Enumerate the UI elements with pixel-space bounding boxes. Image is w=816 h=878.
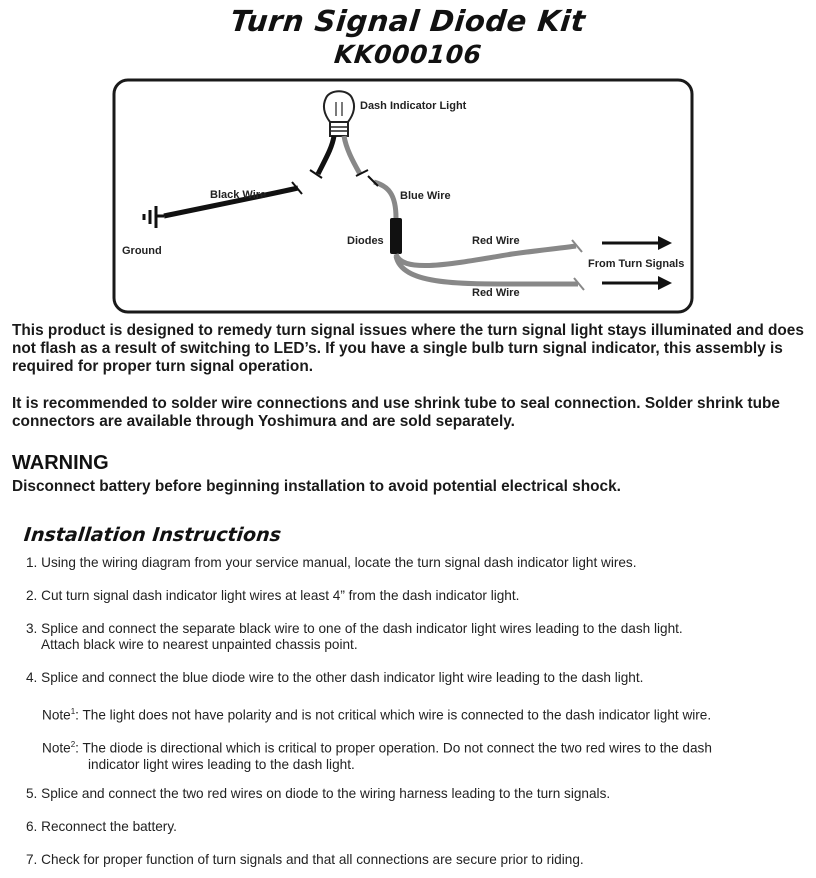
diode bbox=[390, 218, 402, 254]
instruction-step bbox=[26, 621, 806, 653]
step-number: 3. bbox=[26, 621, 38, 636]
note-text: : The light does not have polarity and is not critical which wire is connected to the dash indicator light wire. bbox=[75, 707, 712, 723]
warning-text: Disconnect battery before beginning installation to avoid potential electrical shock. bbox=[12, 478, 621, 495]
label-dash-indicator-light: Dash Indicator Light bbox=[360, 100, 467, 112]
label-red-wire-top: Red Wire bbox=[472, 235, 520, 247]
step-text: Using the wiring diagram from your service manual, locate the turn signal dash indicator light wires. bbox=[41, 555, 637, 570]
instruction-step bbox=[26, 819, 806, 835]
instruction-step bbox=[26, 852, 806, 868]
document-title: Turn Signal Diode Kit bbox=[228, 4, 588, 38]
part-number: KK000106 bbox=[332, 40, 484, 69]
label-ground: Ground bbox=[122, 245, 162, 257]
instruction-step bbox=[26, 588, 806, 604]
step-text: Splice and connect the blue diode wire to the other dash indicator light wire leading to the dash light. bbox=[41, 670, 644, 685]
note-label: Note bbox=[42, 707, 71, 723]
installation-heading: Installation Instructions bbox=[22, 524, 283, 546]
step-number: 6. bbox=[26, 819, 38, 834]
note-1 bbox=[42, 704, 806, 724]
recommendation-paragraph: It is recommended to solder wire connections and use shrink tube to seal connection. Solder shrink tube connectors are available through Yoshimura and are sold separately. bbox=[12, 395, 780, 430]
label-red-wire-bottom: Red Wire bbox=[472, 287, 520, 299]
intro-paragraph: This product is designed to remedy turn signal issues where the turn signal light stays illuminated and does not flash as a result of switching to LED’s. If you have a single bulb turn signal indicator, this assembly is required for proper turn signal operation. bbox=[12, 322, 804, 375]
note-superscript: 1 bbox=[70, 707, 76, 716]
step-number: 2. bbox=[26, 588, 38, 603]
step-number: 4. bbox=[26, 670, 38, 685]
step-text: Splice and connect the two red wires on diode to the wiring harness leading to the turn signals. bbox=[41, 786, 611, 801]
instruction-step bbox=[26, 786, 806, 802]
instruction-step bbox=[26, 555, 806, 571]
step-text-continued: Attach black wire to nearest unpainted chassis point. bbox=[41, 637, 358, 652]
step-number: 7. bbox=[26, 852, 38, 867]
label-blue-wire: Blue Wire bbox=[400, 190, 451, 202]
step-text: Check for proper function of turn signals and that all connections are secure prior to riding. bbox=[41, 852, 584, 867]
label-diodes: Diodes bbox=[347, 235, 384, 247]
step-number: 5. bbox=[26, 786, 38, 801]
wiring-diagram bbox=[112, 78, 694, 314]
step-text: Cut turn signal dash indicator light wires at least 4” from the dash indicator light. bbox=[41, 588, 520, 603]
label-from-turn-signals: From Turn Signals bbox=[588, 258, 685, 270]
step-text: Reconnect the battery. bbox=[41, 819, 177, 834]
step-number: 1. bbox=[26, 555, 38, 570]
label-black-wire: Black Wire bbox=[210, 189, 267, 201]
note-2 bbox=[42, 737, 806, 773]
instruction-step bbox=[26, 670, 806, 686]
note-superscript: 2 bbox=[70, 740, 76, 749]
step-text: Splice and connect the separate black wire to one of the dash indicator light wires leading to the dash light. bbox=[41, 621, 683, 636]
note-label: Note bbox=[42, 740, 71, 756]
note-text: : The diode is directional which is critical to proper operation. Do not connect the two red wires to the dash bbox=[75, 740, 712, 756]
note-text-continued: indicator light wires leading to the dash light. bbox=[88, 756, 355, 772]
warning-heading: WARNING bbox=[12, 452, 109, 474]
